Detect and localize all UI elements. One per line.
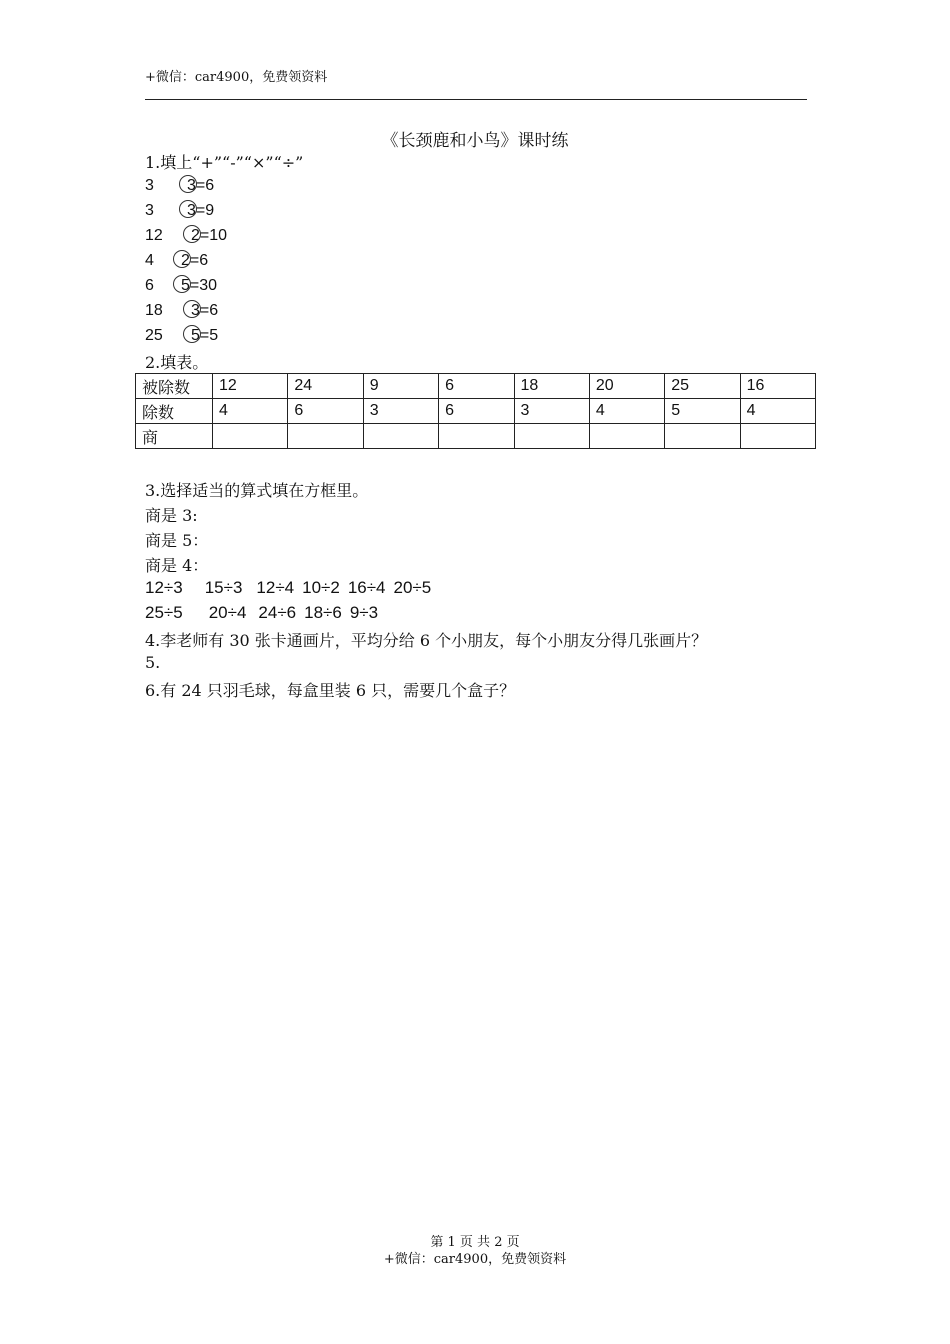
header-rule: [145, 99, 807, 100]
q1-result: =6: [189, 252, 209, 269]
q1-row: [145, 225, 227, 245]
quotient-blank[interactable]: [288, 424, 363, 449]
quotient-blank[interactable]: [439, 424, 514, 449]
expression[interactable]: 12÷3: [145, 578, 183, 597]
q1-operand: 3: [145, 177, 154, 194]
q1-operand: 2: [191, 227, 200, 244]
worksheet-title: 《长颈鹿和小鸟》课时练: [381, 131, 569, 151]
expression[interactable]: 12÷4: [256, 578, 295, 597]
expression[interactable]: 15÷3: [204, 578, 243, 597]
blank-circle[interactable]: [173, 275, 191, 293]
table-cell: 24: [288, 374, 363, 399]
q1-row: [145, 300, 218, 320]
page-number: 第 1 页 共 2 页: [430, 1235, 520, 1250]
table-cell: 3: [514, 399, 589, 424]
footer-text: +微信：car4900，免费领资料: [383, 1252, 567, 1267]
row-label-quotient: 商: [136, 424, 213, 449]
table-row-dividend: [136, 374, 816, 399]
expression[interactable]: 16÷4: [347, 578, 386, 597]
blank-circle[interactable]: [179, 200, 197, 218]
q1-operand: 5: [191, 327, 200, 344]
q1-operand: 3: [187, 202, 196, 219]
expression[interactable]: 25÷5: [145, 603, 183, 622]
q1-operand: 3: [187, 177, 196, 194]
blank-circle[interactable]: [183, 300, 201, 318]
quotient-blank[interactable]: [363, 424, 438, 449]
q1-result: =30: [189, 277, 218, 294]
q1-operand: 6: [145, 277, 154, 294]
q1-row: [145, 250, 208, 270]
blank-circle[interactable]: [179, 175, 197, 193]
table-row-divisor: [136, 399, 816, 424]
q2-heading: 2.填表。: [145, 353, 209, 372]
expression[interactable]: 10÷2: [302, 578, 340, 597]
expression[interactable]: 9÷3: [349, 603, 379, 622]
q1-row: [145, 325, 218, 345]
table-cell: 6: [439, 374, 514, 399]
expression[interactable]: 20÷5: [393, 578, 432, 597]
division-table: [135, 373, 816, 449]
expression[interactable]: 18÷6: [304, 603, 342, 622]
q3-target-5: 商是 5：: [145, 531, 209, 550]
table-cell: 18: [514, 374, 589, 399]
blank-circle[interactable]: [183, 225, 201, 243]
q1-operand: 5: [181, 277, 190, 294]
quotient-blank[interactable]: [213, 424, 288, 449]
q1-operand: 3: [145, 202, 154, 219]
q1-result: =10: [199, 227, 228, 244]
header-text: +微信：car4900，免费领资料: [145, 70, 328, 85]
table-row-quotient: [136, 424, 816, 449]
q1-row: [145, 200, 214, 220]
quotient-blank[interactable]: [514, 424, 589, 449]
table-cell: 3: [363, 399, 438, 424]
table-cell: 16: [740, 374, 815, 399]
expression[interactable]: 20÷4: [208, 603, 247, 622]
blank-circle[interactable]: [173, 250, 191, 268]
q1-result: =9: [195, 202, 215, 219]
table-cell: 20: [589, 374, 664, 399]
q1-row: [145, 175, 214, 195]
table-cell: 5: [665, 399, 740, 424]
expression[interactable]: 24÷6: [258, 603, 297, 622]
q1-operand: 4: [145, 252, 154, 269]
quotient-blank[interactable]: [665, 424, 740, 449]
q1-operand: 3: [191, 302, 200, 319]
table-cell: 4: [589, 399, 664, 424]
row-label-divisor: 除数: [136, 399, 213, 424]
q5-text: 5.: [145, 653, 161, 672]
table-cell: 4: [740, 399, 815, 424]
q1-operand: 18: [145, 302, 163, 319]
quotient-blank[interactable]: [740, 424, 815, 449]
table-cell: 6: [439, 399, 514, 424]
q1-result: =6: [195, 177, 215, 194]
q1-operand: 25: [145, 327, 163, 344]
row-label-dividend: 被除数: [136, 374, 213, 399]
table-cell: 4: [213, 399, 288, 424]
quotient-blank[interactable]: [589, 424, 664, 449]
q3-target-3: 商是 3:: [145, 506, 198, 525]
table-cell: 6: [288, 399, 363, 424]
blank-circle[interactable]: [183, 325, 201, 343]
q3-expression-row-2: [145, 603, 392, 623]
q1-heading: 1.填上“+”“-”“×”“÷”: [145, 153, 304, 172]
q1-result: =5: [199, 327, 219, 344]
q3-expression-row-1: [145, 578, 445, 598]
q1-operand: 12: [145, 227, 163, 244]
q3-heading: 3.选择适当的算式填在方框里。: [145, 481, 369, 500]
table-cell: 12: [213, 374, 288, 399]
table-cell: 9: [363, 374, 438, 399]
q1-row: [145, 275, 217, 295]
q6-text: 6.有 24 只羽毛球，每盒里装 6 只，需要几个盒子？: [145, 681, 516, 700]
q1-operand: 2: [181, 252, 190, 269]
q4-text: 4.李老师有 30 张卡通画片，平均分给 6 个小朋友，每个小朋友分得几张画片？: [145, 631, 708, 650]
table-cell: 25: [665, 374, 740, 399]
q1-result: =6: [199, 302, 219, 319]
q3-target-4: 商是 4：: [145, 556, 209, 575]
